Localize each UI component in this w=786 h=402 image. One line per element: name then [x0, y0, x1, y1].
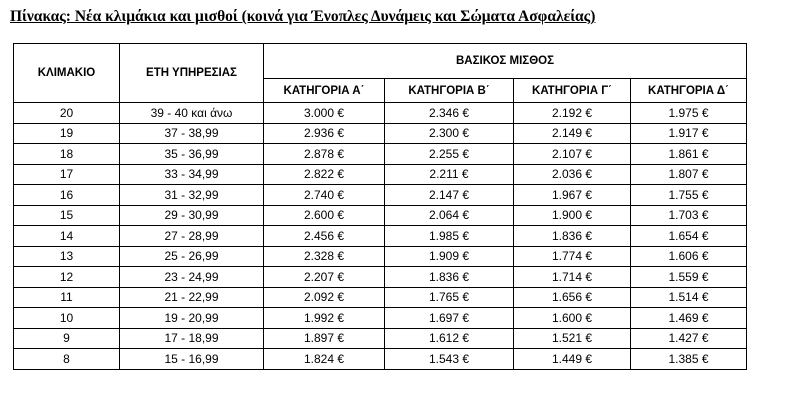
cell-eti-ypiresias: 35 - 36,99: [120, 144, 264, 165]
cell-category-d: 1.385 €: [631, 349, 747, 370]
cell-category-c: 2.149 €: [514, 123, 631, 144]
cell-klimakio: 20: [14, 103, 120, 124]
cell-category-a: 2.878 €: [264, 144, 385, 165]
table-row: [14, 308, 747, 329]
cell-category-c: 1.967 €: [514, 185, 631, 206]
header-category-b: ΚΑΤΗΓΟΡΙΑ Β΄: [385, 79, 514, 103]
cell-eti-ypiresias: 37 - 38,99: [120, 123, 264, 144]
table-body: [14, 103, 747, 370]
cell-eti-ypiresias: 17 - 18,99: [120, 328, 264, 349]
cell-klimakio: 12: [14, 267, 120, 288]
cell-category-c: 1.600 €: [514, 308, 631, 329]
cell-klimakio: 19: [14, 123, 120, 144]
cell-category-d: 1.427 €: [631, 328, 747, 349]
cell-category-a: 3.000 €: [264, 103, 385, 124]
cell-category-c: 1.836 €: [514, 226, 631, 247]
cell-category-b: 1.765 €: [385, 287, 514, 308]
cell-category-b: 2.255 €: [385, 144, 514, 165]
cell-category-c: 1.714 €: [514, 267, 631, 288]
cell-klimakio: 17: [14, 164, 120, 185]
table-row: [14, 226, 747, 247]
header-klimakio: ΚΛΙΜΑΚΙΟ: [14, 44, 120, 103]
cell-category-d: 1.703 €: [631, 205, 747, 226]
cell-category-b: 1.836 €: [385, 267, 514, 288]
cell-category-c: 2.192 €: [514, 103, 631, 124]
cell-category-a: 2.822 €: [264, 164, 385, 185]
cell-category-d: 1.514 €: [631, 287, 747, 308]
cell-category-a: 2.456 €: [264, 226, 385, 247]
cell-eti-ypiresias: 21 - 22,99: [120, 287, 264, 308]
cell-category-d: 1.654 €: [631, 226, 747, 247]
table-caption: Πίνακας: Νέα κλιμάκια και μισθοί (κοινά για Ένοπλες Δυνάμεις και Σώματα Ασφαλείας): [10, 8, 596, 25]
cell-category-d: 1.469 €: [631, 308, 747, 329]
table-row: [14, 103, 747, 124]
table-row: [14, 349, 747, 370]
cell-category-b: 2.346 €: [385, 103, 514, 124]
cell-category-d: 1.807 €: [631, 164, 747, 185]
cell-category-a: 1.992 €: [264, 308, 385, 329]
cell-category-b: 1.543 €: [385, 349, 514, 370]
cell-klimakio: 13: [14, 246, 120, 267]
cell-klimakio: 8: [14, 349, 120, 370]
cell-category-c: 1.774 €: [514, 246, 631, 267]
cell-category-d: 1.755 €: [631, 185, 747, 206]
table-row: [14, 287, 747, 308]
table-row: [14, 205, 747, 226]
header-vasikos-misthos: ΒΑΣΙΚΟΣ ΜΙΣΘΟΣ: [264, 44, 747, 79]
cell-category-b: 2.064 €: [385, 205, 514, 226]
cell-category-b: 1.985 €: [385, 226, 514, 247]
cell-category-a: 1.897 €: [264, 328, 385, 349]
cell-eti-ypiresias: 25 - 26,99: [120, 246, 264, 267]
cell-category-a: 2.936 €: [264, 123, 385, 144]
cell-category-c: 1.521 €: [514, 328, 631, 349]
cell-eti-ypiresias: 27 - 28,99: [120, 226, 264, 247]
cell-klimakio: 15: [14, 205, 120, 226]
header-category-a: ΚΑΤΗΓΟΡΙΑ Α΄: [264, 79, 385, 103]
cell-category-b: 2.147 €: [385, 185, 514, 206]
cell-category-b: 1.909 €: [385, 246, 514, 267]
cell-eti-ypiresias: 15 - 16,99: [120, 349, 264, 370]
table-row: [14, 164, 747, 185]
cell-category-b: 2.300 €: [385, 123, 514, 144]
cell-category-b: 1.697 €: [385, 308, 514, 329]
cell-category-a: 2.207 €: [264, 267, 385, 288]
cell-category-d: 1.559 €: [631, 267, 747, 288]
table-row: [14, 144, 747, 165]
table-row: [14, 123, 747, 144]
cell-category-c: 1.449 €: [514, 349, 631, 370]
cell-category-a: 2.600 €: [264, 205, 385, 226]
cell-eti-ypiresias: 39 - 40 και άνω: [120, 103, 264, 124]
cell-klimakio: 9: [14, 328, 120, 349]
header-category-d: ΚΑΤΗΓΟΡΙΑ Δ΄: [631, 79, 747, 103]
cell-category-d: 1.606 €: [631, 246, 747, 267]
cell-eti-ypiresias: 23 - 24,99: [120, 267, 264, 288]
cell-category-a: 2.328 €: [264, 246, 385, 267]
cell-eti-ypiresias: 31 - 32,99: [120, 185, 264, 206]
table-row: [14, 267, 747, 288]
cell-category-d: 1.861 €: [631, 144, 747, 165]
cell-klimakio: 16: [14, 185, 120, 206]
cell-klimakio: 11: [14, 287, 120, 308]
cell-eti-ypiresias: 29 - 30,99: [120, 205, 264, 226]
header-category-c: ΚΑΤΗΓΟΡΙΑ Γ΄: [514, 79, 631, 103]
table-row: [14, 246, 747, 267]
cell-klimakio: 14: [14, 226, 120, 247]
cell-category-c: 1.900 €: [514, 205, 631, 226]
cell-category-c: 2.036 €: [514, 164, 631, 185]
salary-table: [13, 43, 747, 370]
table-row: [14, 185, 747, 206]
cell-category-b: 1.612 €: [385, 328, 514, 349]
cell-category-d: 1.917 €: [631, 123, 747, 144]
cell-klimakio: 18: [14, 144, 120, 165]
cell-category-c: 1.656 €: [514, 287, 631, 308]
cell-eti-ypiresias: 33 - 34,99: [120, 164, 264, 185]
cell-eti-ypiresias: 19 - 20,99: [120, 308, 264, 329]
cell-category-d: 1.975 €: [631, 103, 747, 124]
cell-category-a: 1.824 €: [264, 349, 385, 370]
cell-category-b: 2.211 €: [385, 164, 514, 185]
cell-category-c: 2.107 €: [514, 144, 631, 165]
table-row: [14, 328, 747, 349]
cell-category-a: 2.740 €: [264, 185, 385, 206]
header-eti-ypiresias: ΕΤΗ ΥΠΗΡΕΣΙΑΣ: [120, 44, 264, 103]
cell-category-a: 2.092 €: [264, 287, 385, 308]
cell-klimakio: 10: [14, 308, 120, 329]
